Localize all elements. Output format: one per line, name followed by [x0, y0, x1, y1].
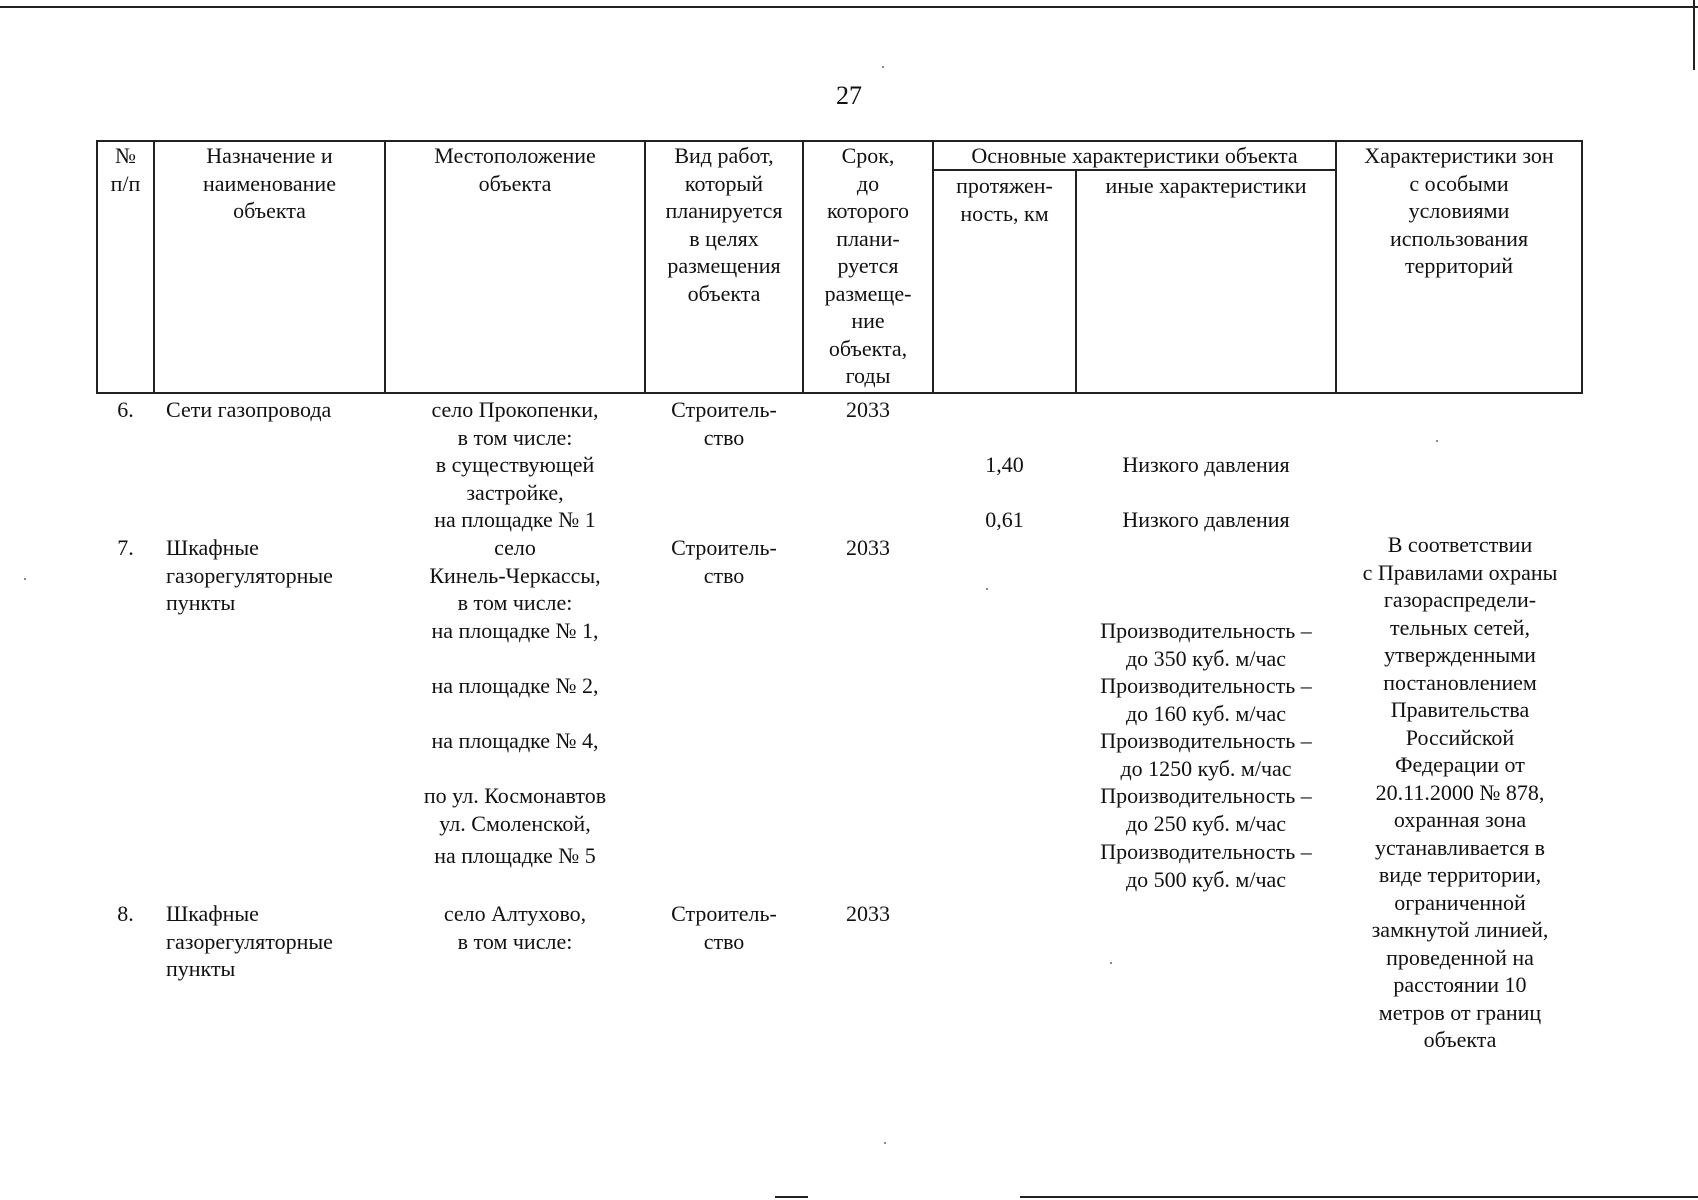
scan-speck [884, 1142, 886, 1144]
length-value: 0,61 [985, 507, 1024, 532]
other-characteristic: Производительность – до 250 куб. м/час [1100, 783, 1312, 836]
scan-speck [1110, 962, 1112, 964]
row-number: 8. [117, 901, 134, 926]
bottom-edge-line-short [775, 1196, 808, 1198]
bottom-edge-line [1020, 1196, 1698, 1198]
object-location: село Кинель-Черкассы, в том числе: [429, 535, 601, 615]
object-location: на площадке № 4, [431, 728, 599, 753]
right-edge-line [1693, 0, 1695, 70]
top-edge-line [0, 6, 1698, 8]
header-length: протяжен- ность, км [956, 173, 1053, 226]
page-number: 27 [836, 81, 862, 110]
header-main-characteristics: Основные характеристики объекта [971, 143, 1298, 168]
work-type: Строитель- ство [671, 535, 777, 588]
row-number: 7. [117, 535, 134, 560]
header-num: № п/п [110, 143, 141, 196]
term-year: 2033 [846, 535, 890, 560]
scan-speck [24, 578, 26, 580]
object-location: на площадке № 5 [434, 843, 596, 868]
object-name: Шкафные газорегуляторные пункты [166, 535, 333, 615]
header-work-type: Вид работ, который планируется в целях размещения объекта [665, 143, 783, 306]
other-characteristic: Производительность – до 160 куб. м/час [1100, 673, 1312, 726]
header-term: Срок, до которого плани- руется размеще- ние объекта, годы [824, 143, 912, 388]
other-characteristic: Производительность – до 1250 куб. м/час [1100, 728, 1312, 781]
object-location: село Алтухово, в том числе: [443, 901, 587, 954]
object-location: село Прокопенки, в том числе: в существующей застройке, на площадке № 1 [431, 397, 599, 532]
other-characteristic: Низкого давления [1122, 452, 1290, 477]
col-divider [1075, 170, 1077, 394]
other-characteristic: Производительность – до 500 куб. м/час [1100, 839, 1312, 892]
work-type: Строитель- ство [671, 397, 777, 450]
object-location: на площадке № 1, [431, 618, 599, 643]
header-location: Местоположение объекта [434, 143, 596, 196]
row-number: 6. [117, 397, 134, 422]
object-name: Шкафные газорегуляторные пункты [166, 901, 333, 981]
scan-speck [986, 588, 988, 590]
scan-speck [1436, 440, 1438, 442]
work-type: Строитель- ство [671, 901, 777, 954]
header-zones: Характеристики зон с особыми условиями использования территорий [1364, 143, 1554, 278]
term-year: 2033 [846, 397, 890, 422]
length-value: 1,40 [985, 452, 1024, 477]
object-location: по ул. Космонавтов ул. Смоленской, [423, 783, 607, 836]
header-name: Назначение и наименование объекта [203, 143, 336, 223]
other-characteristic: Низкого давления [1122, 507, 1290, 532]
other-characteristic: Производительность – до 350 куб. м/час [1100, 618, 1312, 671]
scan-speck [882, 66, 884, 68]
term-year: 2033 [846, 901, 890, 926]
zone-characteristics: В соответствии с Правилами охраны газораспредели- тельных сетей, утвержденными постановлением Правительства Российской Федерации от 20.11.2000 № 878, охранная зона устанавливается в виде территории, ограниченной замкнутой линией, проведенной на расстоянии 10 метров от границ объекта [1362, 532, 1558, 1052]
object-name: Сети газопровода [166, 397, 332, 422]
object-location: на площадке № 2, [431, 673, 599, 698]
header-other-characteristics: иные характеристики [1105, 173, 1307, 198]
